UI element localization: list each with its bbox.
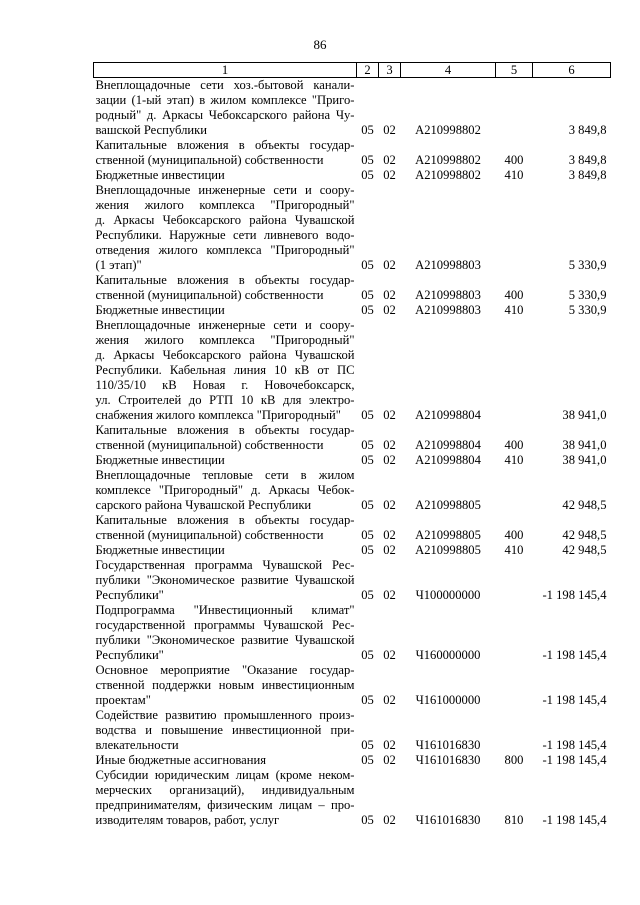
row-name: [94, 318, 357, 423]
row-name: [94, 543, 357, 558]
expense-type-code: 400: [504, 438, 524, 452]
row-name: [94, 753, 357, 768]
table-row: [94, 318, 611, 423]
target-article-code: Ч161016830: [415, 753, 481, 767]
row-name: [94, 558, 357, 603]
table-row: [94, 423, 611, 453]
row-name-line: Основное мероприятие "Оказание государ-: [95, 663, 355, 677]
subsection-code: 02: [383, 498, 396, 512]
expense-type-code: [496, 558, 533, 603]
subsection-code: 02: [383, 168, 396, 182]
row-name-line: Капитальные вложения в объекты государ-: [95, 513, 355, 527]
target-article-code: А210998803: [415, 258, 481, 272]
target-article-code: А210998804: [415, 438, 481, 452]
expense-type-code: 810: [504, 813, 524, 827]
section-code: 05: [361, 693, 374, 707]
row-name-line: Республики": [95, 588, 164, 602]
expense-type-code: 410: [504, 168, 524, 182]
amount: 42 948,5: [562, 528, 607, 542]
expense-type-code: 410: [504, 303, 524, 317]
section-code: 05: [361, 258, 374, 272]
row-name-line: публики "Экономическое развитие Чувашской: [95, 633, 355, 647]
table-row: [94, 303, 611, 318]
section-code: 05: [361, 168, 374, 182]
row-name-line: мерческих организаций), индивидуальным: [95, 783, 355, 797]
target-article-code: А210998802: [415, 123, 481, 137]
row-name-line: отведения жилого комплекса "Пригородный": [95, 243, 355, 257]
row-name-line: родный" д. Аркасы Чебоксарского района Чу-: [95, 108, 355, 122]
expense-type-code: 800: [504, 753, 524, 767]
header-col-1: 1: [94, 63, 357, 78]
header-col-2: 2: [357, 63, 379, 78]
table-row: [94, 558, 611, 603]
row-name: [94, 663, 357, 708]
row-name-line: (1 этап)": [95, 258, 142, 272]
row-name-line: Содействие развитию промышленного произ-: [95, 708, 355, 722]
amount: -1 198 145,4: [542, 648, 607, 662]
section-code: 05: [361, 753, 374, 767]
amount: 42 948,5: [562, 543, 607, 557]
row-name-line: публики "Экономическое развитие Чувашской: [95, 573, 355, 587]
row-name-line: Капитальные вложения в объекты государ-: [95, 273, 355, 287]
header-row: [94, 63, 611, 78]
target-article-code: А210998805: [415, 543, 481, 557]
row-name-line: изводителям товаров, работ, услуг: [95, 813, 280, 827]
row-name-line: д. Аркасы Чебоксарского района Чувашской: [95, 348, 355, 362]
target-article-code: Ч100000000: [415, 588, 481, 602]
row-name-line: ул. Строителей до РТП 10 кВ для электро-: [95, 393, 355, 407]
expense-type-code: 400: [504, 288, 524, 302]
row-name-line: государственной программы Чувашской Рес-: [95, 618, 355, 632]
row-name-line: 110/35/10 кВ Новая г. Новочебоксарск,: [95, 378, 355, 392]
target-article-code: А210998805: [415, 498, 481, 512]
section-code: 05: [361, 123, 374, 137]
row-name-line: ственной (муниципальной) собственности: [95, 153, 324, 167]
section-code: 05: [361, 453, 374, 467]
subsection-code: 02: [383, 528, 396, 542]
section-code: 05: [361, 813, 374, 827]
section-code: 05: [361, 153, 374, 167]
row-name-line: Бюджетные инвестиции: [95, 303, 225, 317]
row-name-line: Государственная программа Чувашской Рес-: [95, 558, 355, 572]
section-code: 05: [361, 288, 374, 302]
target-article-code: Ч161016830: [415, 813, 481, 827]
row-name-line: Иные бюджетные ассигнования: [95, 753, 267, 767]
target-article-code: Ч161000000: [415, 693, 481, 707]
row-name-line: Республики": [95, 648, 164, 662]
subsection-code: 02: [383, 693, 396, 707]
row-name: [94, 423, 357, 453]
row-name: [94, 513, 357, 543]
budget-table: [93, 62, 611, 828]
header-col-3: 3: [379, 63, 401, 78]
row-name-line: жения жилого комплекса "Пригородный": [95, 333, 355, 347]
target-article-code: Ч161016830: [415, 738, 481, 752]
table-row: [94, 513, 611, 543]
amount: -1 198 145,4: [542, 693, 607, 707]
row-name: [94, 303, 357, 318]
row-name-line: Субсидии юридическим лицам (кроме неком-: [95, 768, 355, 782]
row-name-line: вашской Республики: [95, 123, 207, 137]
amount: -1 198 145,4: [542, 813, 607, 827]
row-name-line: Республики. Наружные сети ливневого водо-: [95, 228, 355, 242]
row-name: [94, 273, 357, 303]
table-row: [94, 453, 611, 468]
section-code: 05: [361, 408, 374, 422]
target-article-code: А210998802: [415, 168, 481, 182]
row-name-line: Внеплощадочные инженерные сети и соору-: [95, 183, 355, 197]
table-row: [94, 78, 611, 139]
table-row: [94, 708, 611, 753]
subsection-code: 02: [383, 303, 396, 317]
row-name-line: ственной (муниципальной) собственности: [95, 288, 324, 302]
expense-type-code: 410: [504, 453, 524, 467]
amount: -1 198 145,4: [542, 588, 607, 602]
subsection-code: 02: [383, 588, 396, 602]
row-name-line: Бюджетные инвестиции: [95, 543, 225, 557]
header-col-5: 5: [496, 63, 533, 78]
amount: 38 941,0: [562, 438, 607, 452]
expense-type-code: [496, 78, 533, 139]
section-code: 05: [361, 648, 374, 662]
row-name-line: Подпрограмма "Инвестиционный климат": [95, 603, 355, 617]
amount: 3 849,8: [568, 168, 607, 182]
row-name-line: зации (1-ый этап) в жилом комплексе "Приго-: [95, 93, 355, 107]
row-name-line: д. Аркасы Чебоксарского района Чувашской: [95, 213, 355, 227]
row-name: [94, 78, 357, 139]
target-article-code: А210998803: [415, 303, 481, 317]
subsection-code: 02: [383, 438, 396, 452]
subsection-code: 02: [383, 408, 396, 422]
row-name-line: Внеплощадочные тепловые сети в жилом: [95, 468, 355, 482]
table-row: [94, 273, 611, 303]
expense-type-code: [496, 318, 533, 423]
table-row: [94, 603, 611, 663]
amount: 5 330,9: [568, 303, 607, 317]
row-name: [94, 168, 357, 183]
table-row: [94, 768, 611, 828]
subsection-code: 02: [383, 738, 396, 752]
header-col-4: 4: [401, 63, 496, 78]
row-name-line: сарского района Чувашской Республики: [95, 498, 312, 512]
amount: 38 941,0: [562, 453, 607, 467]
row-name: [94, 183, 357, 273]
row-name-line: Капитальные вложения в объекты государ-: [95, 138, 355, 152]
expense-type-code: 410: [504, 543, 524, 557]
subsection-code: 02: [383, 153, 396, 167]
row-name: [94, 453, 357, 468]
row-name-line: проектам": [95, 693, 151, 707]
amount: 38 941,0: [562, 408, 607, 422]
amount: -1 198 145,4: [542, 738, 607, 752]
target-article-code: А210998804: [415, 453, 481, 467]
row-name-line: ственной (муниципальной) собственности: [95, 438, 324, 452]
target-article-code: А210998805: [415, 528, 481, 542]
amount: 5 330,9: [568, 258, 607, 272]
row-name-line: комплексе "Пригородный" д. Аркасы Чебок-: [95, 483, 355, 497]
subsection-code: 02: [383, 453, 396, 467]
amount: 5 330,9: [568, 288, 607, 302]
amount: 3 849,8: [568, 123, 607, 137]
subsection-code: 02: [383, 543, 396, 557]
table-row: [94, 753, 611, 768]
subsection-code: 02: [383, 648, 396, 662]
subsection-code: 02: [383, 813, 396, 827]
section-code: 05: [361, 303, 374, 317]
row-name-line: снабжения жилого комплекса "Пригородный": [95, 408, 341, 422]
page-number: 86: [313, 37, 327, 52]
expense-type-code: [496, 663, 533, 708]
subsection-code: 02: [383, 753, 396, 767]
target-article-code: А210998802: [415, 153, 481, 167]
subsection-code: 02: [383, 288, 396, 302]
row-name: [94, 138, 357, 168]
expense-type-code: 400: [504, 153, 524, 167]
row-name-line: ственной поддержки новым инвестиционным: [95, 678, 355, 692]
table-row: [94, 468, 611, 513]
target-article-code: А210998803: [415, 288, 481, 302]
table-body: [94, 78, 611, 829]
amount: 3 849,8: [568, 153, 607, 167]
expense-type-code: [496, 468, 533, 513]
section-code: 05: [361, 543, 374, 557]
subsection-code: 02: [383, 123, 396, 137]
section-code: 05: [361, 498, 374, 512]
row-name-line: Бюджетные инвестиции: [95, 453, 225, 467]
row-name-line: влекательности: [95, 738, 179, 752]
section-code: 05: [361, 738, 374, 752]
row-name-line: жения жилого комплекса "Пригородный": [95, 198, 355, 212]
row-name: [94, 603, 357, 663]
amount: 42 948,5: [562, 498, 607, 512]
row-name-line: Внеплощадочные сети хоз.-бытовой канали-: [95, 78, 355, 92]
row-name-line: ственной (муниципальной) собственности: [95, 528, 324, 542]
expense-type-code: [496, 708, 533, 753]
subsection-code: 02: [383, 258, 396, 272]
row-name-line: Республики. Кабельная линия 10 кВ от ПС: [95, 363, 355, 377]
expense-type-code: [496, 183, 533, 273]
row-name-line: Бюджетные инвестиции: [95, 168, 225, 182]
table-row: [94, 663, 611, 708]
target-article-code: А210998804: [415, 408, 481, 422]
amount: -1 198 145,4: [542, 753, 607, 767]
row-name: [94, 768, 357, 828]
row-name-line: предпринимателям, физическим лицам – про-: [95, 798, 355, 812]
table-row: [94, 543, 611, 558]
table-row: [94, 168, 611, 183]
expense-type-code: [496, 603, 533, 663]
table-row: [94, 138, 611, 168]
section-code: 05: [361, 438, 374, 452]
expense-type-code: 400: [504, 528, 524, 542]
row-name: [94, 708, 357, 753]
header-col-6: 6: [533, 63, 611, 78]
section-code: 05: [361, 588, 374, 602]
row-name-line: Внеплощадочные инженерные сети и соору-: [95, 318, 355, 332]
row-name: [94, 468, 357, 513]
row-name-line: водства и повышение инвестиционной при-: [95, 723, 355, 737]
table-row: [94, 183, 611, 273]
section-code: 05: [361, 528, 374, 542]
target-article-code: Ч160000000: [415, 648, 481, 662]
row-name-line: Капитальные вложения в объекты государ-: [95, 423, 355, 437]
